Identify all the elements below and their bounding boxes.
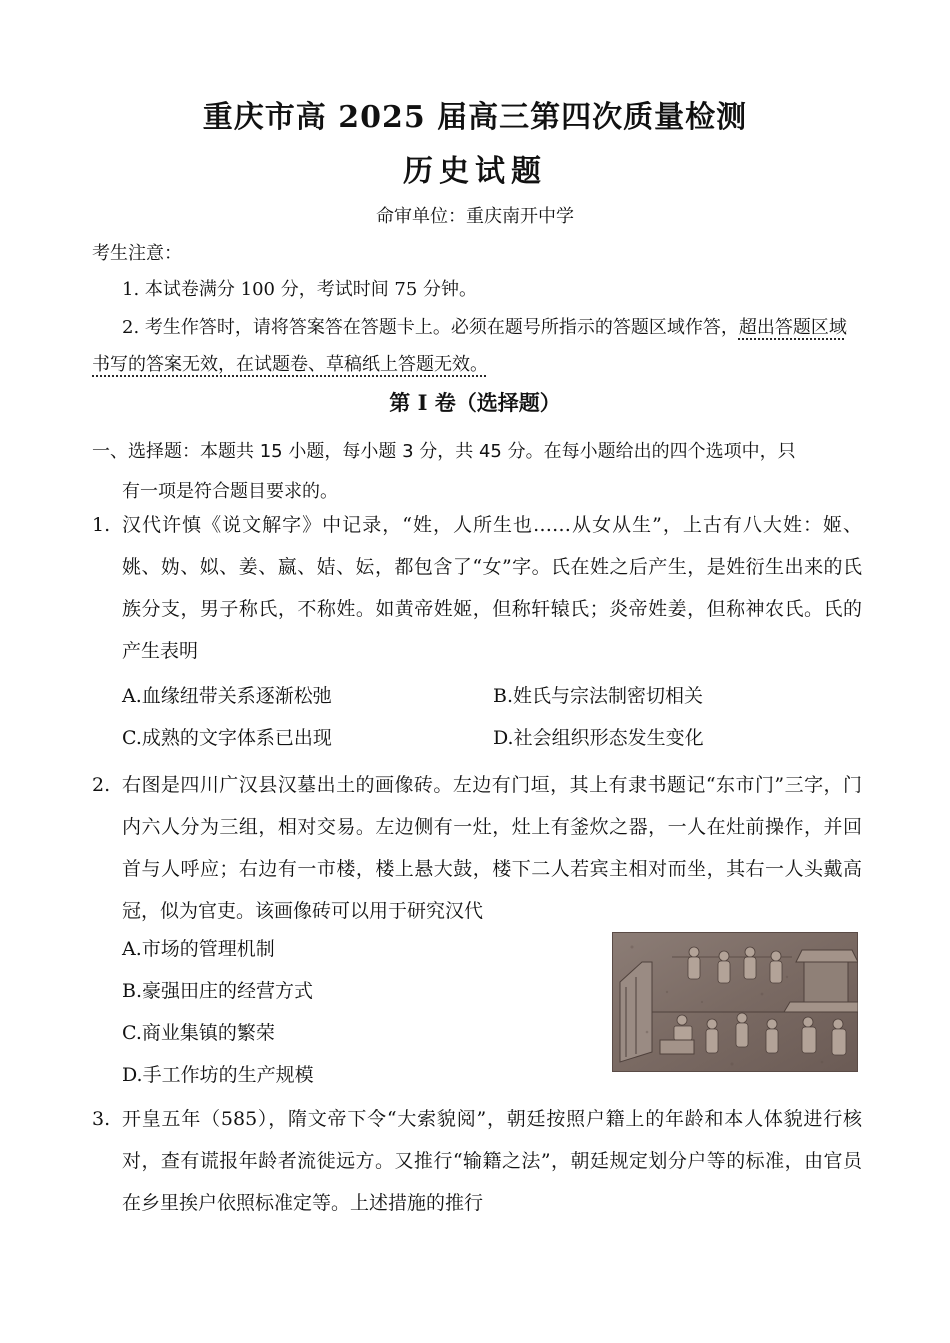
question-1 xyxy=(92,504,862,672)
question-3 xyxy=(92,1098,862,1224)
section-heading xyxy=(92,432,862,512)
option-d: D.手工作坊的生产规模 xyxy=(122,1064,314,1086)
option-b: B.豪强田庄的经营方式 xyxy=(122,980,314,1002)
exam-unit: 命审单位：重庆南开中学 xyxy=(376,206,574,227)
question-number: 3. xyxy=(92,1108,111,1130)
exam-title: 重庆市高 2025 届高三第四次质量检测 xyxy=(202,100,748,135)
notice-item-2-emphasis: 超出答题区域书写的答案无效，在试题卷、草稿纸上答题无效。 xyxy=(92,317,847,375)
notice-heading: 考生注意： xyxy=(92,243,182,264)
option-b: B.姓氏与宗法制密切相关 xyxy=(493,685,704,707)
notice-item-2-text: 2. 考生作答时，请将答案答在答题卡上。必须在题号所指示的答题区域作答， xyxy=(122,317,739,338)
section-heading-line1: 一、选择题：本题共 15 小题，每小题 3 分，共 45 分。在每小题给出的四个选项中，只 xyxy=(92,441,796,462)
exam-subject: 历史试题 xyxy=(403,154,547,189)
question-2 xyxy=(92,764,862,932)
option-a: A.血缘纽带关系逐渐松弛 xyxy=(122,685,332,707)
section-title: 第 I 卷（选择题） xyxy=(389,390,561,415)
option-c: C.成熟的文字体系已出现 xyxy=(122,727,332,749)
question-stem: 右图是四川广汉县汉墓出土的画像砖。左边有门垣，其上有隶书题记“东市门”三字，门内六人分为三组，相对交易。左边侧有一灶，灶上有釜炊之器，一人在灶前操作，并回首与人呼应；右边有一市楼，楼上悬大鼓，楼下二人若宾主相对而坐，其右一人头戴高冠，似为官吏。该画像砖可以用于研究汉代 xyxy=(122,774,862,922)
option-a: A.市场的管理机制 xyxy=(122,938,275,960)
notice-item-1: 1. 本试卷满分 100 分，考试时间 75 分钟。 xyxy=(122,279,478,300)
notice-item-2 xyxy=(92,309,862,383)
question-stem: 开皇五年（585），隋文帝下令“大索貌阅”，朝廷按照户籍上的年龄和本人体貌进行核对，查有谎报年龄者流徙远方。又推行“输籍之法”，朝廷规定划分户等的标准，由官员在乡里挨户依照标准定等。上述措施的推行 xyxy=(122,1108,862,1214)
option-d: D.社会组织形态发生变化 xyxy=(493,727,704,749)
han-brick-relief-image xyxy=(612,932,858,1072)
option-c: C.商业集镇的繁荣 xyxy=(122,1022,275,1044)
question-number: 2. xyxy=(92,774,111,796)
question-stem: 汉代许慎《说文解字》中记录，“姓，人所生也……从女从生”，上古有八大姓：姬、姚、妫、姒、姜、嬴、姞、妘，都包含了“女”字。氏在姓之后产生，是姓衍生出来的氏族分支，男子称氏，不称姓。如黄帝姓姬，但称轩辕氏；炎帝姓姜，但称神农氏。氏的产生表明 xyxy=(122,514,862,662)
question-number: 1. xyxy=(92,514,111,536)
section-heading-line2: 有一项是符合题目要求的。 xyxy=(122,481,338,502)
